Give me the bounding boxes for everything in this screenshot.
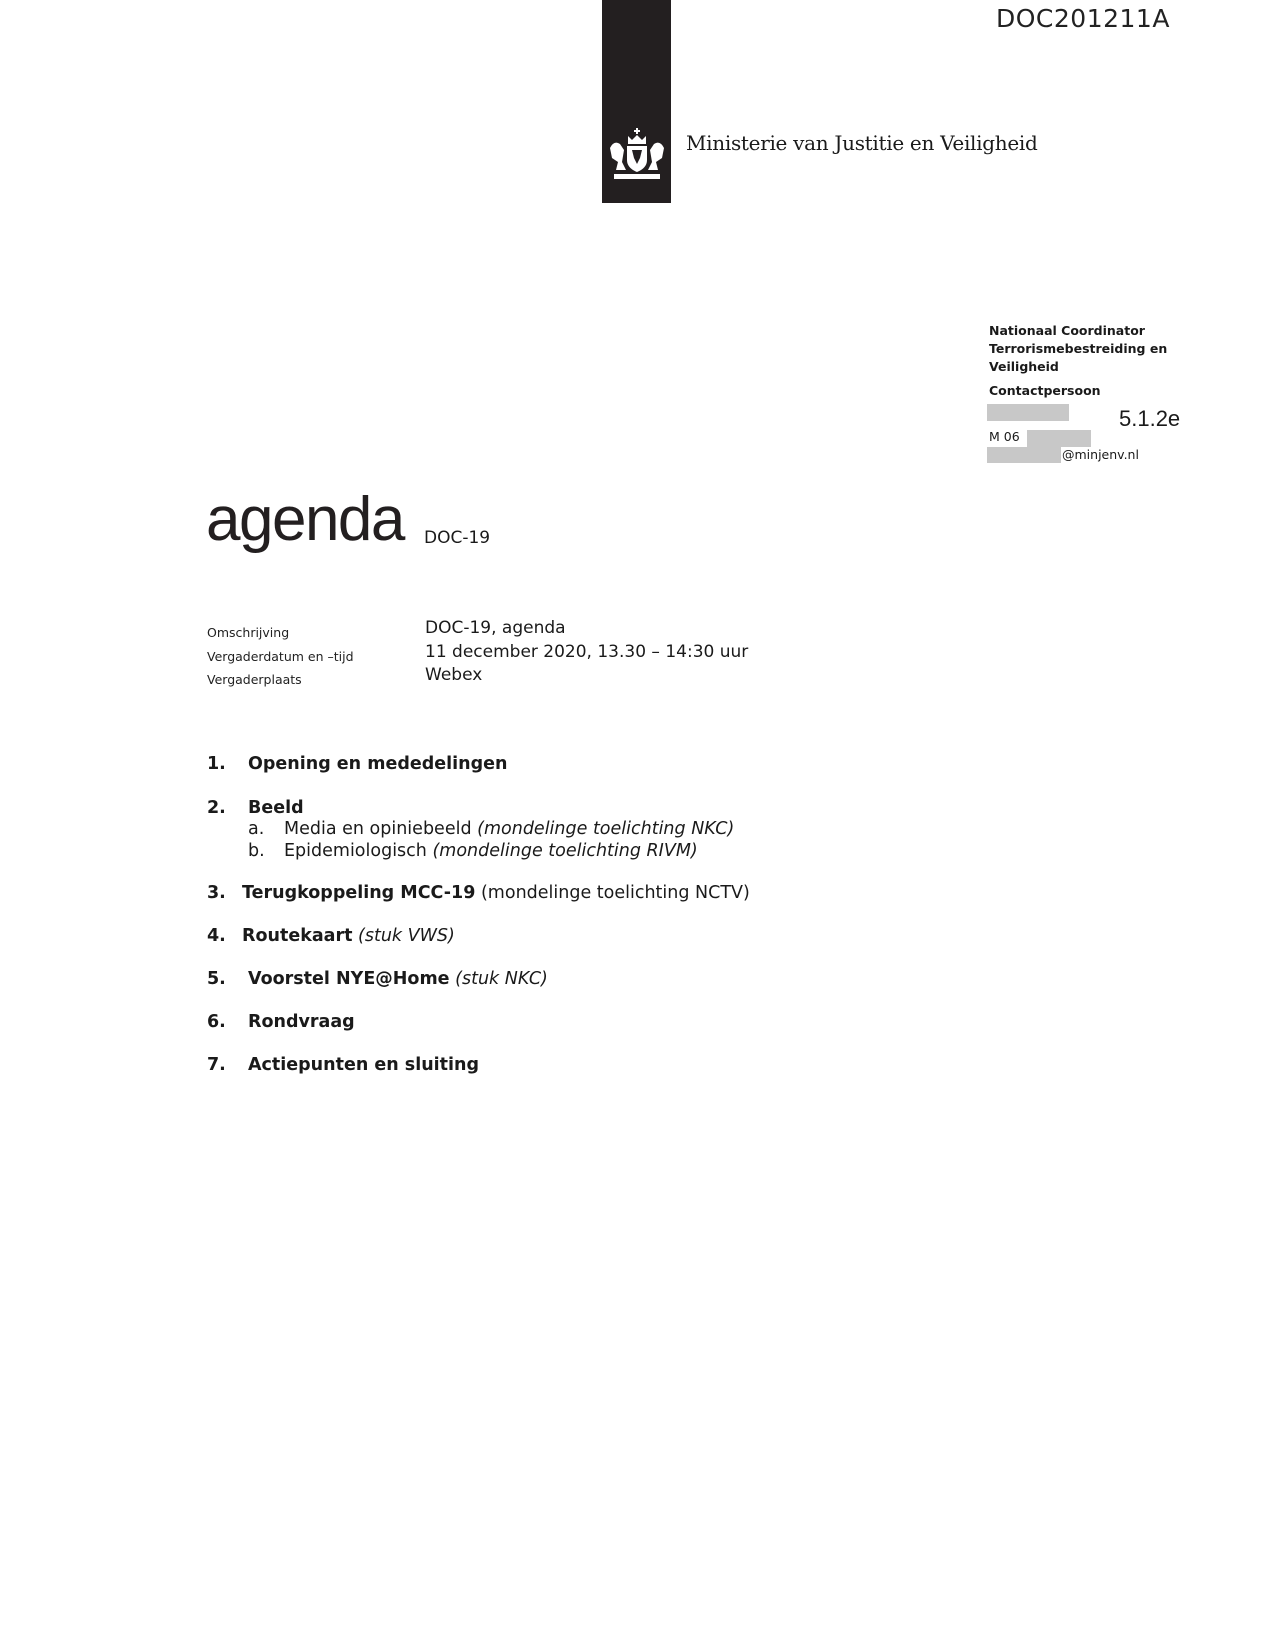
item-note: (stuk VWS): [358, 926, 455, 946]
item-number: 4.: [207, 926, 226, 946]
ministry-name: Ministerie van Justitie en Veiligheid: [686, 131, 1038, 155]
redacted-email-user: [987, 447, 1061, 463]
item-title: Voorstel NYE@Home: [248, 969, 450, 989]
agenda-subitem-b: [248, 841, 698, 861]
item-title: Routekaart: [242, 926, 353, 946]
redacted-name: [987, 404, 1069, 421]
subitem-text: Epidemiologisch: [284, 841, 427, 861]
subitem-letter: a.: [248, 819, 265, 839]
redacted-phone: [1027, 430, 1091, 447]
rijksoverheid-crest-icon: [606, 128, 668, 184]
item-title: Actiepunten en sluiting: [248, 1055, 480, 1075]
item-title: Rondvraag: [248, 1012, 355, 1032]
agenda-item-3: [207, 883, 750, 903]
email-suffix: @minjenv.nl: [1062, 447, 1139, 462]
item-note: (stuk NKC): [455, 969, 548, 989]
meta-label: Omschrijving: [207, 625, 290, 640]
item-number: 1.: [207, 754, 226, 774]
subitem-text: Media en opiniebeeld: [284, 819, 472, 839]
item-title: Beeld: [248, 798, 304, 818]
agenda-item-5: [207, 969, 548, 989]
sender-line: Veiligheid: [989, 359, 1059, 374]
item-number: 3.: [207, 883, 226, 903]
subitem-letter: b.: [248, 841, 265, 861]
agenda-item-4: [207, 926, 455, 946]
item-number: 7.: [207, 1055, 226, 1075]
agenda-subitem-a: [248, 819, 734, 839]
item-title: Terugkoppeling MCC-19: [242, 883, 476, 903]
redaction-code: 5.1.2e: [1119, 406, 1181, 431]
agenda-item-1: [207, 754, 507, 774]
item-number: 2.: [207, 798, 226, 818]
meta-label: Vergaderplaats: [207, 672, 302, 687]
meta-value: 11 december 2020, 13.30 – 14:30 uur: [425, 642, 749, 662]
sender-line: Nationaal Coordinator: [989, 323, 1145, 338]
sender-line: Terrorismebestreiding en: [989, 341, 1168, 356]
item-number: 5.: [207, 969, 226, 989]
item-number: 6.: [207, 1012, 226, 1032]
meta-value: DOC-19, agenda: [425, 618, 566, 638]
agenda-item-6: [207, 1012, 355, 1032]
page-title: agenda: [206, 485, 404, 554]
meta-value: Webex: [425, 665, 483, 685]
subitem-note: (mondelinge toelichting NKC): [477, 819, 735, 839]
contact-label: Contactpersoon: [989, 383, 1101, 398]
item-note: (mondelinge toelichting NCTV): [480, 883, 750, 903]
document-id: DOC201211A: [996, 4, 1170, 33]
phone-prefix: M 06: [989, 429, 1020, 444]
agenda-item-7: [207, 1055, 479, 1075]
sender-organisation: [989, 322, 1199, 376]
subitem-note: (mondelinge toelichting RIVM): [432, 841, 698, 861]
page-subtitle: DOC-19: [424, 528, 491, 548]
item-title: Opening en mededelingen: [248, 754, 508, 774]
meta-label: Vergaderdatum en –tijd: [207, 649, 354, 664]
agenda-item-2: [207, 798, 304, 818]
